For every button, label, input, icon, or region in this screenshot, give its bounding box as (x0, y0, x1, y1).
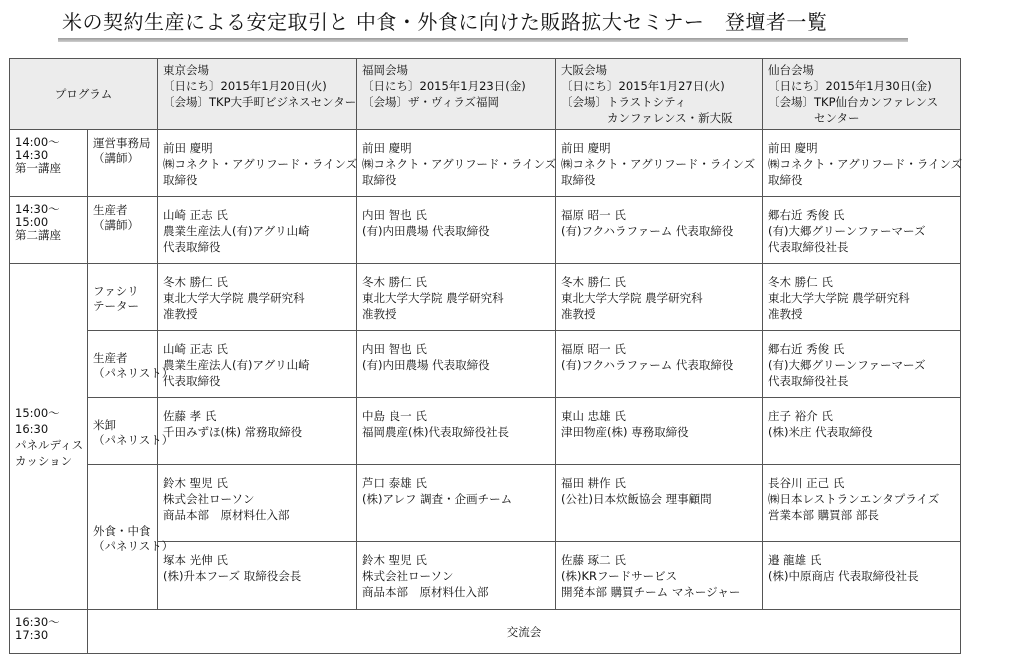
networking-label: 交流会 (88, 610, 961, 654)
speaker-cell (158, 197, 357, 264)
text-line: 第一講座 (15, 161, 61, 175)
text-line: 株式会社ローソン (362, 569, 454, 583)
text-line: 郷右近 秀俊 氏 (768, 342, 845, 356)
text-line: 代表取締役 (163, 240, 221, 254)
text-line: (公社)日本炊飯協会 理事顧問 (561, 492, 712, 506)
text-line: 東北大学大学院 農学研究科 (561, 291, 703, 305)
time-slot (10, 130, 88, 197)
text-line: 外食・中食 (93, 523, 151, 538)
text-line: 取締役 (362, 173, 397, 187)
text-line: (有)内田農場 代表取締役 (362, 224, 490, 238)
text-line: 生産者 (93, 203, 128, 217)
text-line: 16:30 (15, 421, 49, 436)
text-line: 14:30〜 (15, 202, 60, 216)
speaker-cell (158, 542, 357, 610)
session-1-row (10, 130, 961, 197)
time-slot (10, 197, 88, 264)
role-label (88, 197, 158, 264)
venue-header (763, 59, 961, 130)
text-line: 取締役 (163, 173, 198, 187)
text-line: 准教授 (768, 307, 803, 321)
text-line: カンファレンス・新大阪 (561, 111, 733, 125)
text-line: (有)大郷グリーンファーマーズ (768, 358, 926, 372)
text-line: 農業生産法人(有)アグリ山崎 (163, 358, 310, 372)
title-underline (58, 38, 908, 42)
text-line: 鈴木 聖児 氏 (362, 553, 427, 567)
networking-row (10, 610, 961, 654)
venue-header (158, 59, 357, 130)
speaker-cell (763, 542, 961, 610)
role-label (88, 398, 174, 465)
speaker-cell (556, 398, 763, 465)
text-line: 佐藤 孝 氏 (163, 409, 217, 423)
text-line: 山崎 正志 氏 (163, 342, 228, 356)
text-line: 前田 慶明 (362, 141, 412, 155)
speaker-cell (556, 331, 763, 398)
program-header: プログラム (10, 59, 158, 130)
text-line: 16:30〜 (15, 615, 60, 629)
text-line: 冬木 勝仁 氏 (768, 275, 833, 289)
text-line: 東北大学大学院 農学研究科 (768, 291, 910, 305)
text-line: 〔日にち〕2015年1月27日(火) (561, 79, 725, 93)
text-line: (株)米庄 代表取締役 (768, 425, 873, 439)
venue-header (357, 59, 556, 130)
speaker-cell (357, 331, 556, 398)
speaker-cell (556, 542, 763, 610)
speaker-cell (763, 331, 961, 398)
page-title: 米の契約生産による安定取引と 中食・外食に向けた販路拡大セミナー 登壇者一覧 (62, 10, 828, 34)
speaker-cell (357, 398, 556, 465)
text-line: 東北大学大学院 農学研究科 (163, 291, 305, 305)
text-line: 15:00〜 (15, 405, 60, 420)
text-line: 取締役 (561, 173, 596, 187)
text-line: 山崎 正志 氏 (163, 208, 228, 222)
text-line: 福田 耕作 氏 (561, 476, 626, 490)
speaker-cell (158, 465, 357, 542)
text-line: 〔日にち〕2015年1月23日(金) (362, 79, 526, 93)
role-label (88, 130, 158, 197)
text-line: 〔会場〕TKP大手町ビジネスセンター (163, 95, 357, 109)
text-line: 内田 智也 氏 (362, 342, 427, 356)
text-line: 東北大学大学院 農学研究科 (362, 291, 504, 305)
speaker-cell (556, 197, 763, 264)
text-line: ㈱コネクト・アグリフード・ラインズ (163, 157, 358, 171)
text-line: 東京会場 (163, 63, 210, 77)
speaker-cell (357, 542, 556, 610)
text-line: 福岡会場 (362, 63, 409, 77)
text-line: （パネリスト） (93, 365, 174, 380)
text-line: テーター (93, 298, 139, 313)
text-line: 福原 昭一 氏 (561, 342, 626, 356)
header-row (10, 59, 961, 130)
text-line: 14:30 (15, 148, 49, 162)
text-line: (有)フクハラファーム 代表取締役 (561, 358, 734, 372)
text-line: 生産者 (93, 350, 128, 365)
text-line: ㈱コネクト・アグリフード・ラインズ (768, 157, 963, 171)
speaker-cell (357, 465, 556, 542)
text-line: 冬木 勝仁 氏 (561, 275, 626, 289)
speaker-cell (357, 130, 556, 197)
text-line: 〔日にち〕2015年1月20日(火) (163, 79, 327, 93)
text-line: 塚本 光伸 氏 (163, 553, 228, 567)
text-line: 冬木 勝仁 氏 (163, 275, 228, 289)
text-line: 大阪会場 (561, 63, 608, 77)
speaker-cell (357, 264, 556, 331)
text-line: 福岡農産(株)代表取締役社長 (362, 425, 509, 439)
text-line: 仙台会場 (768, 63, 815, 77)
text-line: ㈱コネクト・アグリフード・ラインズ (561, 157, 756, 171)
speaker-cell (763, 197, 961, 264)
speaker-cell (158, 398, 357, 465)
text-line: 芦口 泰雄 氏 (362, 476, 427, 490)
text-line: 代表取締役社長 (768, 240, 849, 254)
session-2-row (10, 197, 961, 264)
text-line: 佐藤 琢二 氏 (561, 553, 626, 567)
text-line: （パネリスト） (93, 538, 174, 553)
panel-foodservice-row-a (10, 465, 961, 542)
speaker-cell (763, 465, 961, 542)
speaker-cell (158, 331, 357, 398)
text-line: 准教授 (561, 307, 596, 321)
speaker-cell (763, 398, 961, 465)
text-line: 冬木 勝仁 氏 (362, 275, 427, 289)
speaker-cell (556, 130, 763, 197)
text-line: 東山 忠雄 氏 (561, 409, 626, 423)
text-line: 〔会場〕トラストシティ (561, 95, 687, 109)
venue-header (556, 59, 763, 130)
speaker-cell (556, 264, 763, 331)
text-line: 代表取締役社長 (768, 374, 849, 388)
speaker-cell (158, 130, 357, 197)
text-line: ㈱コネクト・アグリフード・ラインズ (362, 157, 557, 171)
speaker-cell (357, 197, 556, 264)
text-line: 〔日にち〕2015年1月30日(金) (768, 79, 932, 93)
role-label (88, 331, 174, 398)
text-line: 開発本部 購買チーム マネージャー (561, 585, 741, 599)
text-line: ㈱日本レストランエンタプライズ (768, 492, 940, 506)
speaker-table (9, 58, 961, 654)
text-line: 15:00 (15, 215, 49, 229)
role-label (88, 465, 174, 610)
text-line: 邉 龍雄 氏 (768, 553, 822, 567)
text-line: 前田 慶明 (768, 141, 818, 155)
text-line: (有)内田農場 代表取締役 (362, 358, 490, 372)
text-line: 株式会社ローソン (163, 492, 255, 506)
text-line: 運営事務局 (93, 136, 151, 150)
text-line: 准教授 (362, 307, 397, 321)
text-line: ファシリ (93, 283, 139, 298)
speaker-cell (763, 264, 961, 331)
time-slot (10, 264, 88, 610)
text-line: 17:30 (15, 628, 49, 642)
role-label (88, 264, 158, 331)
speaker-cell (158, 264, 357, 331)
text-line: (株)升本フーズ 取締役会長 (163, 569, 302, 583)
text-line: （講師） (93, 218, 139, 232)
text-line: 〔会場〕ザ・ヴィラズ福岡 (362, 95, 499, 109)
text-line: 商品本部 原材料仕入部 (163, 508, 290, 522)
panel-wholesale-row (10, 398, 961, 465)
text-line: 津田物産(株) 専務取締役 (561, 425, 689, 439)
text-line: センター (768, 111, 860, 125)
text-line: 准教授 (163, 307, 198, 321)
text-line: （講師） (93, 151, 139, 165)
text-line: 前田 慶明 (163, 141, 213, 155)
text-line: (株)KRフードサービス (561, 569, 678, 583)
text-line: 14:00〜 (15, 135, 60, 149)
text-line: 農業生産法人(有)アグリ山崎 (163, 224, 310, 238)
text-line: カッション (15, 453, 73, 468)
text-line: (株)中原商店 代表取締役社長 (768, 569, 919, 583)
text-line: 福原 昭一 氏 (561, 208, 626, 222)
text-line: 内田 智也 氏 (362, 208, 427, 222)
panel-producer-row (10, 331, 961, 398)
text-line: 庄子 裕介 氏 (768, 409, 833, 423)
text-line: パネルディス (15, 437, 84, 452)
text-line: 鈴木 聖児 氏 (163, 476, 228, 490)
text-line: 商品本部 原材料仕入部 (362, 585, 489, 599)
text-line: 米卸 (93, 417, 116, 432)
text-line: (有)フクハラファーム 代表取締役 (561, 224, 734, 238)
text-line: 前田 慶明 (561, 141, 611, 155)
text-line: (株)アレフ 調査・企画チーム (362, 492, 513, 506)
speaker-cell (556, 465, 763, 542)
panel-facilitator-row (10, 264, 961, 331)
text-line: 取締役 (768, 173, 803, 187)
time-slot (10, 610, 88, 654)
text-line: 長谷川 正己 氏 (768, 476, 845, 490)
text-line: 代表取締役 (163, 374, 221, 388)
speaker-cell (763, 130, 961, 197)
text-line: (有)大郷グリーンファーマーズ (768, 224, 926, 238)
text-line: 営業本部 購買部 部長 (768, 508, 879, 522)
text-line: （パネリスト） (93, 432, 174, 447)
text-line: 第二講座 (15, 228, 61, 242)
text-line: 〔会場〕TKP仙台カンファレンス (768, 95, 939, 109)
text-line: 中島 良一 氏 (362, 409, 427, 423)
text-line: 郷右近 秀俊 氏 (768, 208, 845, 222)
text-line: 千田みずほ(株) 常務取締役 (163, 425, 303, 439)
